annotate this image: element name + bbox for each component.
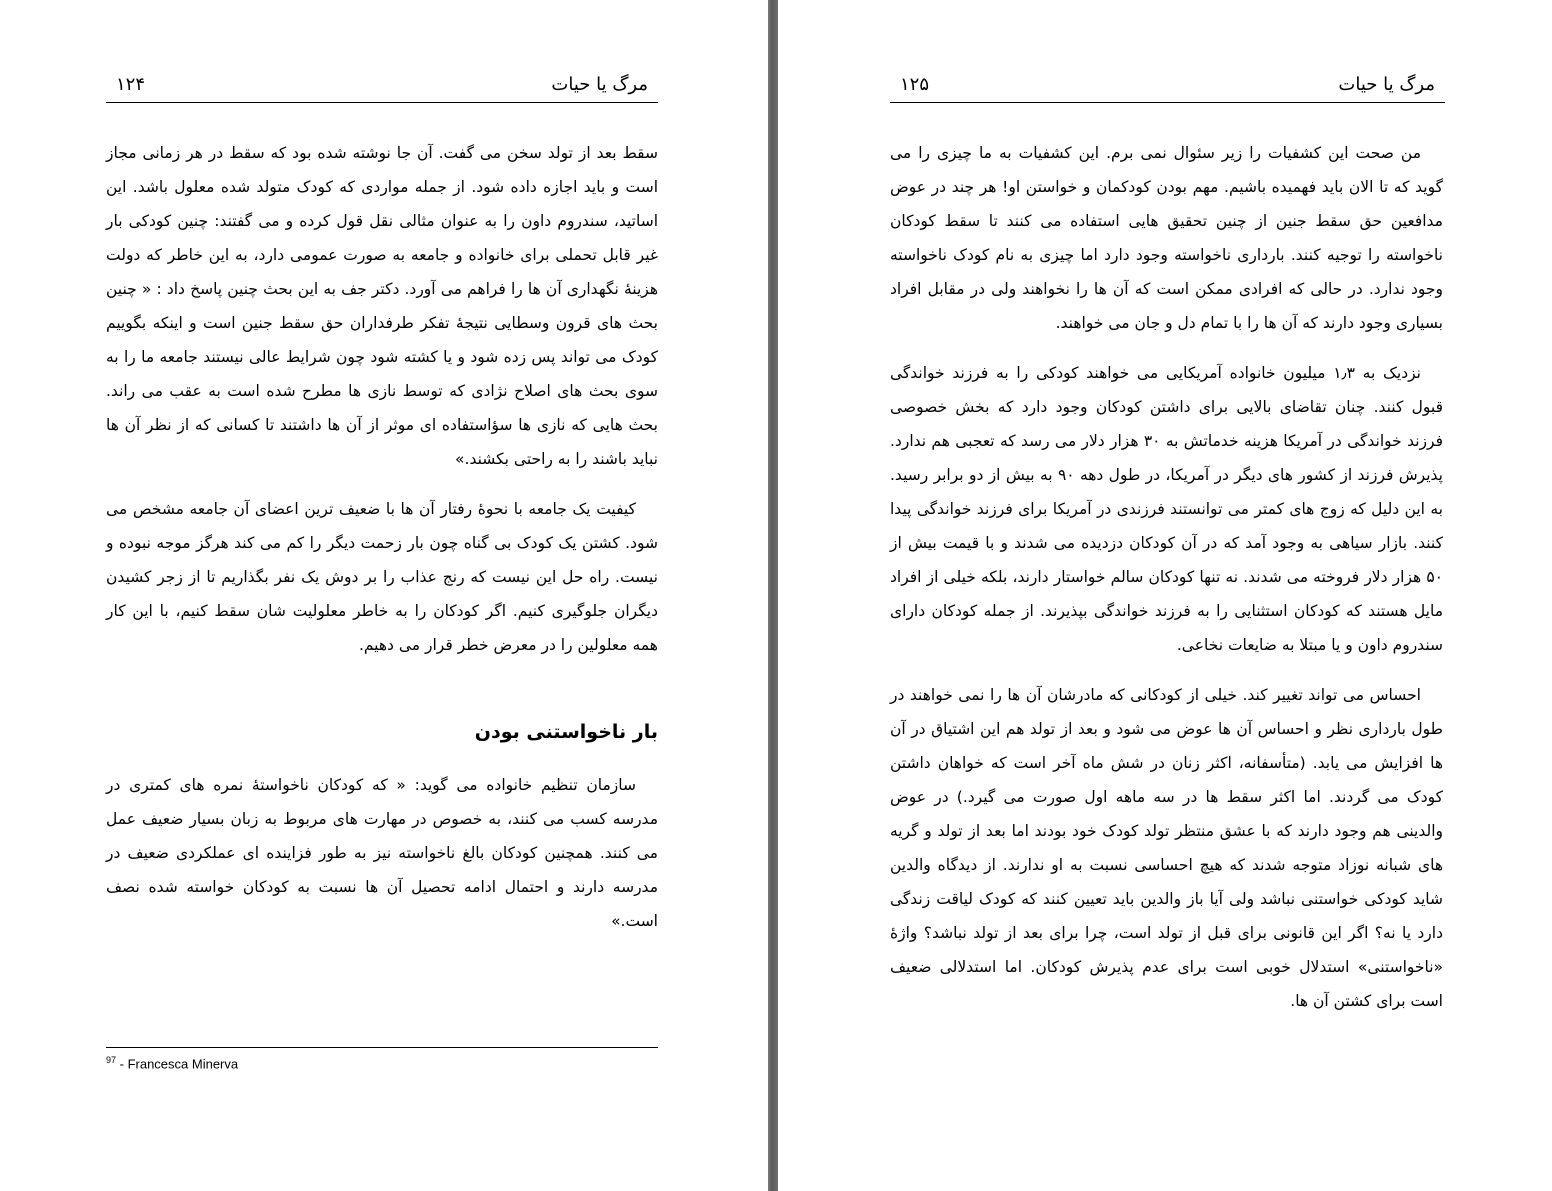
left-page-body: [106, 136, 658, 954]
paragraph: نزدیک به ۱٫۳ میلیون خانواده آمریکایی می خواهند کودکی را به فرزند خواندگی قبول کنند. چنان تقاضای بالایی برای داشتن کودکان وجود دارد که بخش خصوصی فرزند خواندگی در آمریکا هزینه خدماتش به ۳۰ هزار دلار می رسد که تعجبی هم ندارد. پذیرش فرزند از کشور های دیگر در آمریکا، در طول دهه ۹۰ به بیش از دو برابر رسید. به این دلیل که زوج های کمتر می توانستند فرزندی در آمریکا برای فرزند خواندگی پیدا کنند. بازار سیاهی به وجود آمد که در آن کودکان دزدیده می شدند و با قیمت بیش از ۵۰ هزار دلار فروخته می شدند. نه تنها کودکان سالم خواستار دارند، بلکه خیلی از افراد مایل هستند که کودکان استثنایی را به فرزند خواندگی بپذیرند. از جمله کودکان دارای سندروم داون و یا مبتلا به ضایعات نخاعی.: [890, 364, 1443, 654]
paragraph: سازمان تنظیم خانواده می گوید: « که کودکان ناخواستۀ نمره های کمتری در مدرسه کسب می کنند، به خصوص در مهارت های مربوط به زبان بسیار ضعیف عمل می کنند. همچنین کودکان بالغ ناخواسته نیز به طور فزاینده ای عملکردی ضعیف در مدرسه دارند و احتمال ادامه تحصیل آن ها نسبت به کودکان خواسته شده نصف است.»: [106, 776, 658, 930]
right-page-body: [890, 136, 1443, 1034]
paragraph: من صحت این کشفیات را زیر سئوال نمی برم. این کشفیات به ما چیزی را می گوید که تا الان باید فهمیده باشیم. مهم بودن کودکمان و خواستن او! هر چند در عوض مدافعین حق سقط جنین از چنین تحقیق هایی استفاده می کنند تا سقط کودکان ناخواسته را توجیه کنند. بارداری ناخواسته وجود دارد اما چیزی به نام کودک ناخواسته وجود ندارد. در حالی که افرادی ممکن است که آن ها را نخواهند ولی در مقابل افراد بسیاری وجود دارند که آن ها را با تمام دل و جان می خواهند.: [890, 144, 1443, 332]
left-page: [0, 0, 768, 1191]
paragraph: سقط بعد از تولد سخن می گفت. آن جا نوشته شده بود که سقط در هر زمانی مجاز است و باید اجازه داده شود. از جمله مواردی که کودک متولد شده معلول باشد. این اساتید، سندروم داون را به عنوان مثالی نقل قول کرده و می گفتند: چنین کودکی بار غیر قابل تحملی برای خانواده و جامعه به صورت عمومی دارد، به این خاطر که دولت هزینۀ نگهداری آن ها را فراهم می آورد. دکتر جف به این بحث چنین پاسخ داد : « چنین بحث های قرون وسطایی نتیجۀ تفکر طرفداران حق سقط جنین است و اینکه بگوییم کودک می تواند پس زده شود و یا کشته شود چون شرایط عالی نیستند جامعه ما را به سوی بحث های اصلاح نژادی که توسط نازی ها مطرح شده است به عقب می راند. بحث هایی که نازی ها سؤاستفاده ای موثر از آن ها داشتند تا کسانی که از نظر آن ها نباید باشند را به راحتی بکشند.»: [106, 144, 658, 468]
left-page-header: [106, 72, 658, 103]
right-page-header: [890, 72, 1445, 103]
running-title: مرگ یا حیات: [1338, 74, 1435, 95]
running-title: مرگ یا حیات: [551, 74, 648, 95]
page-number: ۱۲۵: [900, 74, 930, 95]
paragraph: احساس می تواند تغییر کند. خیلی از کودکانی که مادرشان آن ها را نمی خواهند در طول بارداری نظر و احساس آن ها عوض می شود و بعد از تولد هم این اشتیاق در آن ها افزایش می یابد. (متأسفانه، اکثر زنان در شش ماه آخر است که خواهان داشتن کودک می گردند. اما اکثر سقط ها در سه ماهه اول صورت می گیرد.) در عوض والدینی هم وجود دارند که با عشق منتظر تولد کودک خود بودند اما بعد از تولد و گریه های شبانه نوزاد متوجه شدند که هیچ احساسی نسبت به او ندارند. از دیدگاه والدین شاید کودکی خواستنی نباشد ولی آیا باز والدین باید تعیین کنند که کودک لیاقت زندگی دارد یا نه؟ اگر این قانونی برای قبل از تولد است، چرا برای بعد از تولد نباشد؟ واژۀ «ناخواستنی» استدلال خوبی است برای عدم پذیرش کودکان. اما استدلالی ضعیف است برای کشتن آن ها.: [890, 686, 1443, 1010]
footnote: [106, 1055, 238, 1071]
right-page: [778, 0, 1552, 1191]
book-gutter: [768, 0, 778, 1191]
page-number: ۱۲۴: [116, 74, 146, 95]
paragraph: کیفیت یک جامعه با نحوۀ رفتار آن ها با ضعیف ترین اعضای آن جامعه مشخص می شود. کشتن یک کودک بی گناه چون بار زحمت دیگر را کم می کند هرگز موجه نبوده و نیست. راه حل این نیست که رنج عذاب را بر دوش یک نفر بگذاریم تا از زجر کشیدن دیگران جلوگیری کنیم. اگر کودکان را به خاطر معلولیت شان سقط کنیم، با این کار همه معلولین را در معرض خطر قرار می دهیم.: [106, 500, 658, 654]
footnote-text: - Francesca Minerva: [119, 1056, 239, 1072]
footnote-divider: [106, 1047, 658, 1048]
section-heading: بار ناخواستنی بودن: [474, 721, 658, 743]
footnote-number: 97: [106, 1055, 117, 1065]
